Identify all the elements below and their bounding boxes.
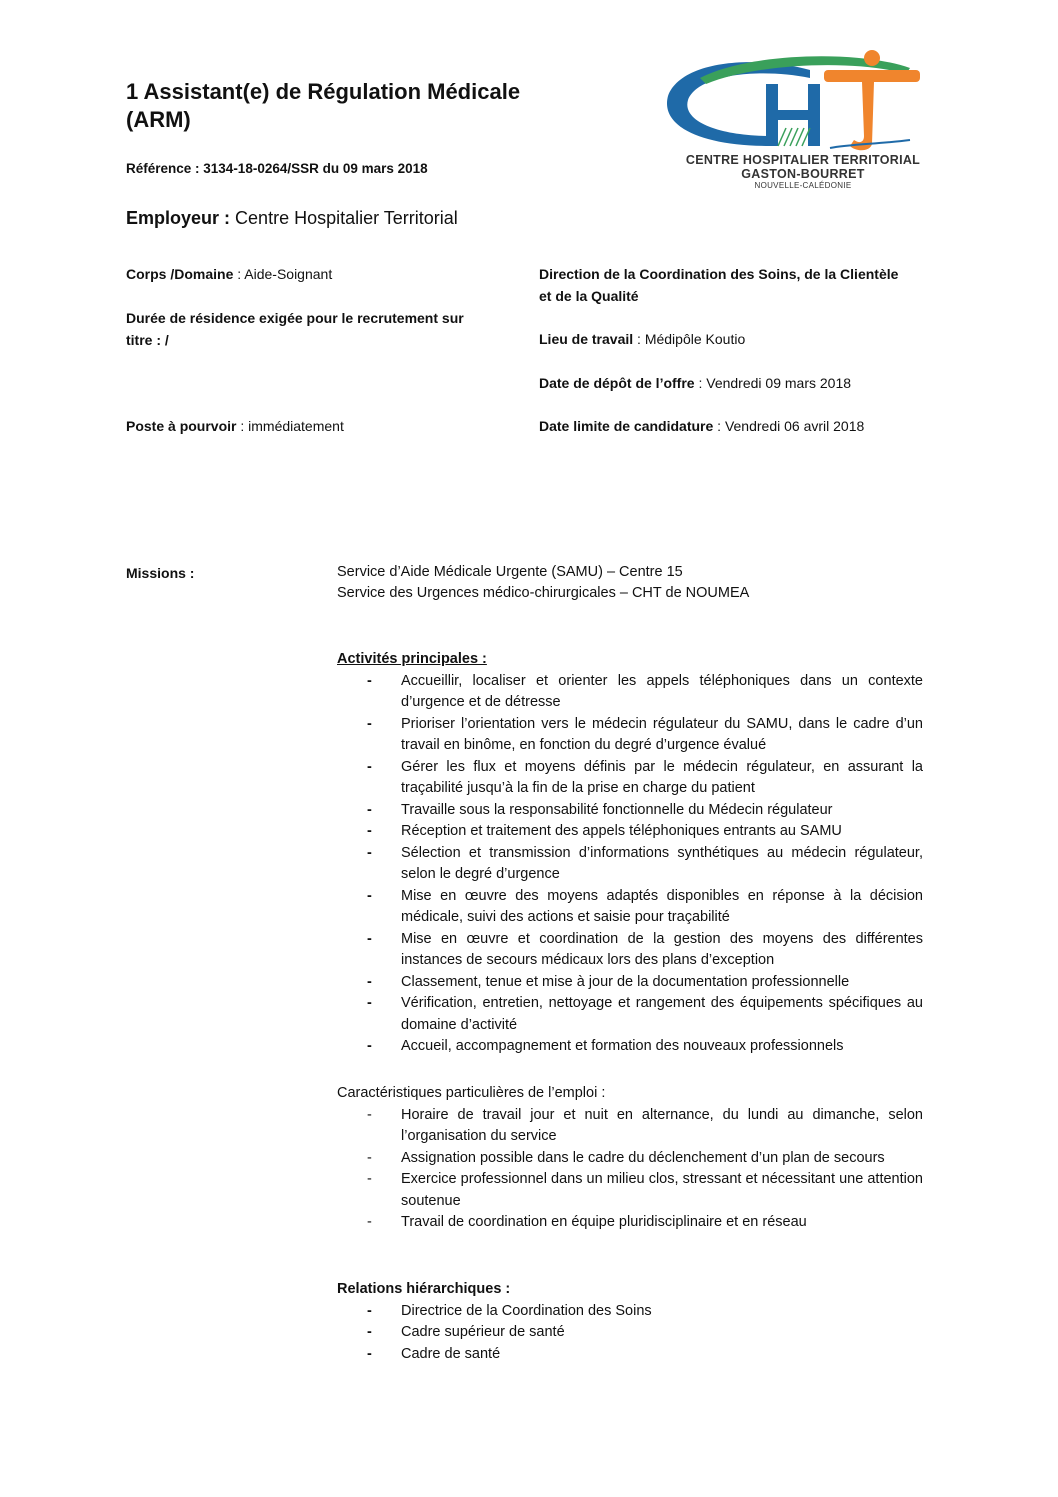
bullet-dash: - <box>367 672 372 689</box>
list-item <box>337 886 923 929</box>
duree-residence <box>126 307 516 351</box>
logo-line-1: CENTRE HOSPITALIER TERRITORIAL <box>685 153 921 167</box>
limite-value: : Vendredi 06 avril 2018 <box>713 418 865 434</box>
list-item <box>337 1036 923 1058</box>
list-item-text: Sélection et transmission d’informations synthétiques au médecin régulateur, selon le degré d’urgence <box>401 844 923 882</box>
date-limite <box>539 415 864 437</box>
list-item-text: Horaire de travail jour et nuit en alternance, du lundi au dimanche, selon l’organisation du service <box>401 1106 923 1144</box>
list-item <box>337 1344 923 1366</box>
bullet-dash: - <box>367 973 372 990</box>
list-item-text: Accueil, accompagnement et formation des nouveaux professionnels <box>401 1038 844 1054</box>
missions-text <box>337 562 749 604</box>
poste-label: Poste à pourvoir <box>126 418 237 434</box>
list-item <box>337 993 923 1036</box>
corps-value: : Aide-Soignant <box>233 266 333 282</box>
bullet-dash: - <box>367 1149 372 1166</box>
bullet-dash: - <box>367 844 372 861</box>
poste-pourvoir <box>126 415 516 437</box>
bullet-dash: - <box>367 1302 372 1319</box>
list-item <box>337 1169 923 1212</box>
missions-label: Missions : <box>126 565 195 581</box>
direction <box>539 263 959 307</box>
bullet-dash: - <box>367 1106 372 1123</box>
list-item-text: Mise en œuvre et coordination de la gestion des moyens des différentes instances de secours médicaux lors des plans d’exception <box>401 930 923 968</box>
duree-line-2: titre : / <box>126 332 169 348</box>
list-item-text: Classement, tenue et mise à jour de la documentation professionnelle <box>401 973 850 990</box>
bullet-dash: - <box>367 887 372 904</box>
list-item <box>337 757 923 800</box>
relations-title: Relations hiérarchiques : <box>337 1281 511 1297</box>
date-depot <box>539 372 851 394</box>
list-item-text: Assignation possible dans le cadre du déclenchement d’un plan de secours <box>401 1149 885 1166</box>
lieu-travail <box>539 328 745 350</box>
list-item-text: Prioriser l’orientation vers le médecin régulateur du SAMU, dans le cadre d’un travail en binôme, en fonction du degré d’urgence évalué <box>401 715 923 753</box>
activites-list <box>337 671 923 1058</box>
cht-logo <box>660 48 940 198</box>
poste-value: : immédiatement <box>236 418 344 434</box>
list-item <box>337 821 923 843</box>
employer-value: Centre Hospitalier Territorial <box>235 208 458 228</box>
activites-section <box>337 649 923 1058</box>
list-item-text: Travail de coordination en équipe pluridisciplinaire et en réseau <box>401 1214 807 1230</box>
caracteristiques-title: Caractéristiques particulières de l’emploi : <box>337 1085 606 1101</box>
list-item-text: Accueillir, localiser et orienter les appels téléphoniques dans un contexte d’urgence et de détresse <box>401 672 923 710</box>
page-title <box>126 78 556 134</box>
list-item <box>337 972 923 994</box>
list-item <box>337 1322 923 1344</box>
list-item-text: Réception et traitement des appels téléphoniques entrants au SAMU <box>401 823 842 839</box>
depot-label: Date de dépôt de l’offre <box>539 375 695 391</box>
list-item <box>337 843 923 886</box>
list-item-text: Directrice de la Coordination des Soins <box>401 1302 652 1319</box>
list-item-text: Travaille sous la responsabilité fonctionnelle du Médecin régulateur <box>401 801 833 818</box>
direction-line-1: Direction de la Coordination des Soins, de la Clientèle <box>539 266 899 282</box>
lieu-label: Lieu de travail <box>539 331 634 347</box>
list-item-text: Mise en œuvre des moyens adaptés disponibles en réponse à la décision médicale, suivi des actions et saisie pour traçabilité <box>401 887 923 925</box>
logo-line-3: NOUVELLE-CALÉDONIE <box>754 181 852 190</box>
list-item <box>337 1301 923 1323</box>
list-item <box>337 714 923 757</box>
corps-domaine <box>126 263 516 285</box>
corps-label: Corps /Domaine <box>126 266 234 282</box>
list-item <box>337 929 923 972</box>
list-item <box>337 1105 923 1148</box>
bullet-dash: - <box>367 801 372 818</box>
limite-label: Date limite de candidature <box>539 418 714 434</box>
bullet-dash: - <box>367 1214 372 1230</box>
bullet-dash: - <box>367 930 372 947</box>
caracteristiques-section <box>337 1083 923 1234</box>
lieu-value: : Médipôle Koutio <box>633 331 746 347</box>
bullet-dash: - <box>367 1324 372 1340</box>
employer-label: Employeur : <box>126 208 231 228</box>
bullet-dash: - <box>367 1038 372 1054</box>
list-item-text: Cadre de santé <box>401 1345 501 1362</box>
list-item-text: Gérer les flux et moyens définis par le médecin régulateur, en assurant la traçabilité jusqu’à la fin de la prise en charge du patient <box>401 758 923 796</box>
list-item-text: Exercice professionnel dans un milieu clos, stressant et nécessitant une attention soutenue <box>401 1171 923 1209</box>
relations-section <box>337 1279 923 1365</box>
list-item-text: Vérification, entretien, nettoyage et rangement des équipements spécifiques au domaine d’activité <box>401 995 923 1033</box>
list-item <box>337 671 923 714</box>
bullet-dash: - <box>367 715 372 732</box>
title-line-1: 1 Assistant(e) de Régulation Médicale <box>126 79 521 104</box>
title-line-2: (ARM) <box>126 107 191 132</box>
bullet-dash: - <box>367 1171 372 1187</box>
bullet-dash: - <box>367 758 372 775</box>
list-item <box>337 1212 923 1234</box>
activites-title: Activités principales : <box>337 651 487 667</box>
bullet-dash: - <box>367 823 372 839</box>
duree-line-1: Durée de résidence exigée pour le recrutement sur <box>126 310 464 326</box>
bullet-dash: - <box>367 995 372 1011</box>
list-item <box>337 800 923 822</box>
reference: Référence : 3134-18-0264/SSR du 09 mars 2018 <box>126 161 428 176</box>
missions-line-1: Service d’Aide Médicale Urgente (SAMU) – Centre 15 <box>337 564 683 580</box>
depot-value: : Vendredi 09 mars 2018 <box>694 375 852 391</box>
logo-line-2: GASTON-BOURRET <box>741 167 865 181</box>
employer <box>126 208 458 229</box>
relations-list <box>337 1301 923 1366</box>
bullet-dash: - <box>367 1345 372 1362</box>
direction-line-2: et de la Qualité <box>539 288 639 304</box>
missions-line-2: Service des Urgences médico-chirurgicales – CHT de NOUMEA <box>337 585 750 601</box>
list-item <box>337 1148 923 1170</box>
list-item-text: Cadre supérieur de santé <box>401 1324 565 1340</box>
caracteristiques-list <box>337 1105 923 1234</box>
